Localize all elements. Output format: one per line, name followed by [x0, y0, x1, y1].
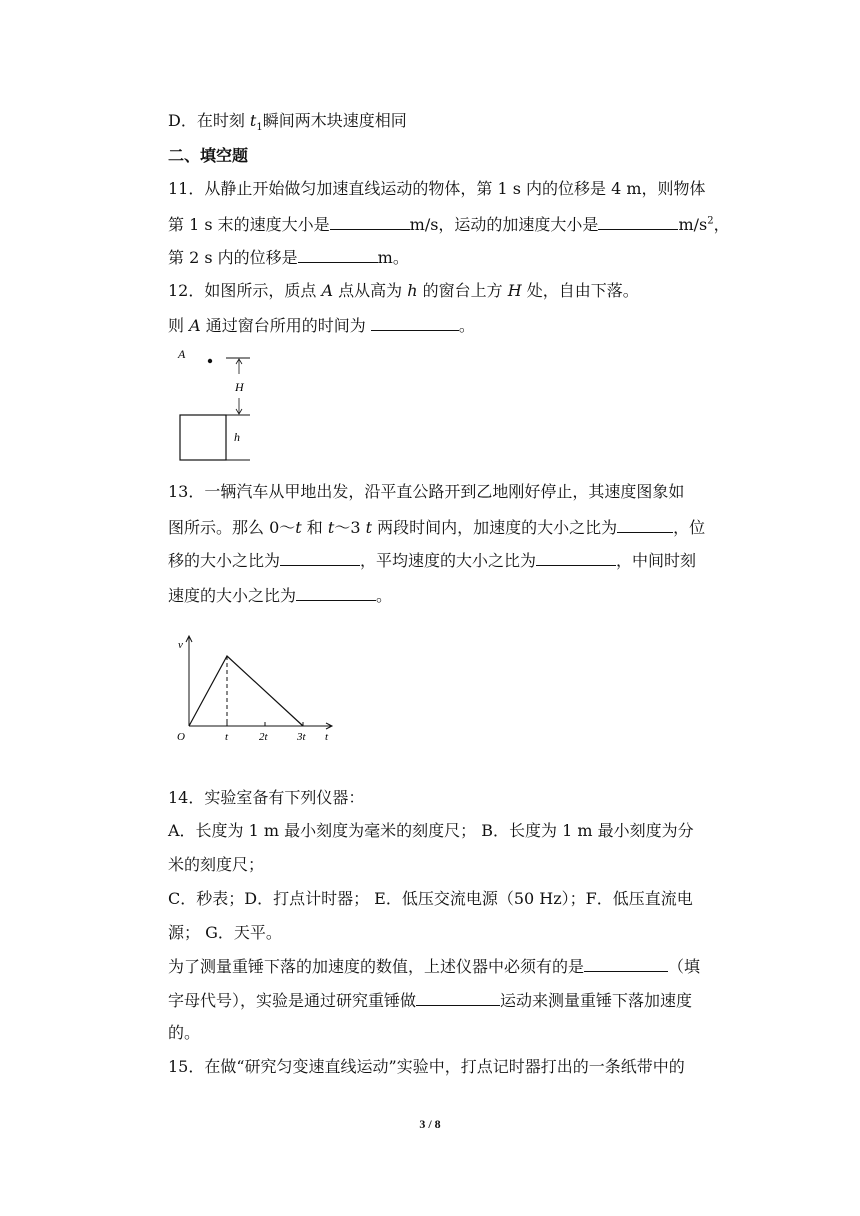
q14-line-1: 14．实验室备有下列仪器：	[168, 788, 365, 807]
y-axis-label: v	[178, 639, 183, 651]
q12-line-1: 12．如图所示，质点 A 点从高为 h 的窗台上方 H 处，自由下落。	[168, 281, 639, 300]
q14-line-2: A．长度为 1 m 最小刻度为毫米的刻度尺； B．长度为 1 m 最小刻度为分	[168, 821, 694, 840]
q12-line-2: 则 A 通过窗台所用的时间为 。	[168, 316, 475, 335]
answer-blank[interactable]	[298, 246, 378, 263]
velocity-time-chart	[170, 630, 350, 750]
answer-blank[interactable]	[416, 989, 500, 1006]
answer-blank[interactable]	[536, 549, 616, 566]
x-axis-label: t	[325, 731, 329, 743]
answer-blank[interactable]	[296, 584, 376, 601]
x-tick-label: t	[225, 731, 229, 743]
height-H-label: H	[235, 380, 244, 394]
q11-line-2: 第 1 s 末的速度大小是 m/s，运动的加速度大小是 $m/s^2$，	[168, 215, 730, 234]
q11-line-1: 11．从静止开始做匀加速直线运动的物体，第 1 s 内的位移是 4 m，则物体	[168, 179, 706, 198]
section-title: 二、填空题	[168, 146, 249, 165]
origin-label: O	[177, 731, 185, 743]
q13-line-1: 13．一辆汽车从甲地出发，沿平直公路开到乙地刚好停止，其速度图象如	[168, 482, 685, 501]
answer-blank[interactable]	[598, 213, 678, 230]
x-tick-label: 2t	[259, 731, 268, 743]
height-h-label: h	[234, 430, 240, 444]
page-number: 3 / 8	[419, 1117, 441, 1131]
q11-line-3: 第 2 s 内的位移是 m。	[168, 248, 409, 267]
q14-line-7: 字母代号），实验是通过研究重锤做 运动来测量重锤下落加速度	[168, 991, 693, 1010]
window-diagram	[170, 340, 260, 470]
q14-line-8: 的。	[168, 1023, 201, 1042]
velocity-series-line	[189, 656, 303, 726]
answer-blank[interactable]	[330, 213, 410, 230]
q13-line-2: 图所示。那么 0～t 和 t～3 t 两段时间内，加速度的大小之比为 ，位	[168, 518, 706, 537]
answer-blank[interactable]	[371, 314, 459, 331]
q14-line-6: 为了测量重锤下落的加速度的数值，上述仪器中必须有的是 （填	[168, 957, 701, 976]
point-a	[208, 359, 212, 363]
q13-line-4: 速度的大小之比为 。	[168, 586, 393, 605]
window-rect	[180, 415, 226, 460]
x-tick-label: 3t	[297, 731, 306, 743]
q10-option-d: D．在时刻 $t_1$瞬间两木块速度相同	[168, 111, 407, 134]
answer-blank[interactable]	[280, 549, 360, 566]
q14-line-3: 米的刻度尺；	[168, 855, 265, 874]
answer-blank[interactable]	[584, 955, 668, 972]
answer-blank[interactable]	[617, 516, 673, 533]
q14-line-5: 源； G．天平。	[168, 923, 282, 942]
q13-line-3: 移的大小之比为 ，平均速度的大小之比为 ，中间时刻	[168, 551, 697, 570]
q15-line-1: 15．在做“研究匀变速直线运动”实验中，打点记时器打出的一条纸带中的	[168, 1057, 685, 1076]
point-a-label: A	[178, 347, 186, 361]
q14-line-4: C．秒表；D．打点计时器； E．低压交流电源（50 Hz）；F．低压直流电	[168, 889, 693, 908]
